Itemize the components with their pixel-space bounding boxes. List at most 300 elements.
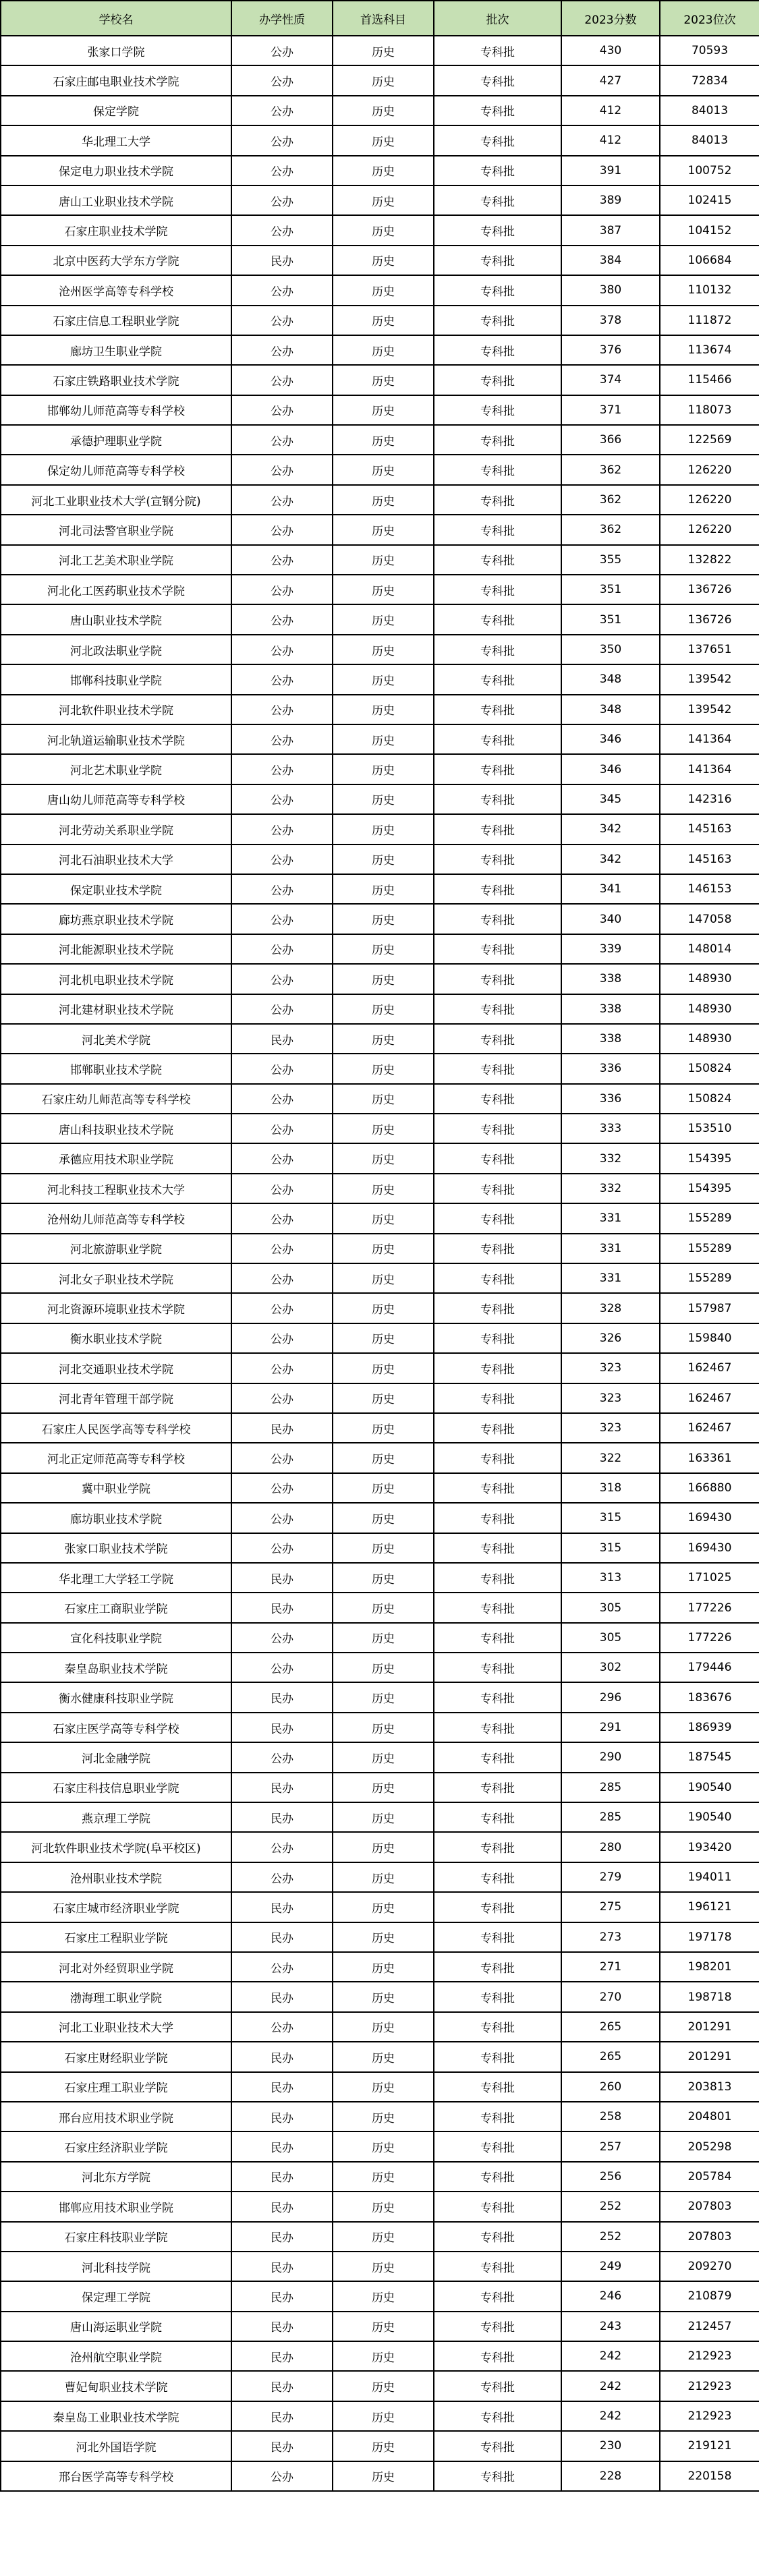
score-cell: 342 xyxy=(561,845,660,874)
school-type-cell: 公办 xyxy=(231,545,333,575)
table-row xyxy=(1,1234,759,1263)
rank-cell: 139542 xyxy=(660,664,759,694)
table-row xyxy=(1,2461,759,2491)
school-type-cell: 公办 xyxy=(231,395,333,425)
subject-cell: 历史 xyxy=(333,1293,434,1323)
table-row xyxy=(1,2281,759,2311)
rank-cell: 150824 xyxy=(660,1084,759,1114)
school-type-cell: 民办 xyxy=(231,1773,333,1802)
subject-cell: 历史 xyxy=(333,1862,434,1892)
table-row xyxy=(1,515,759,544)
table-row xyxy=(1,275,759,305)
score-cell: 331 xyxy=(561,1203,660,1233)
table-row xyxy=(1,2102,759,2131)
table-row xyxy=(1,2371,759,2401)
subject-cell: 历史 xyxy=(333,96,434,125)
batch-cell: 专科批 xyxy=(434,2042,561,2071)
subject-cell: 历史 xyxy=(333,2042,434,2071)
score-cell: 351 xyxy=(561,604,660,634)
school-type-cell: 公办 xyxy=(231,185,333,215)
school-name-cell: 秦皇岛工业职业技术学院 xyxy=(1,2401,231,2431)
school-name-cell: 河北软件职业技术学院 xyxy=(1,695,231,724)
table-row xyxy=(1,455,759,484)
subject-cell: 历史 xyxy=(333,874,434,904)
rank-cell: 126220 xyxy=(660,515,759,544)
score-cell: 279 xyxy=(561,1862,660,1892)
school-name-cell: 石家庄人民医学高等专科学校 xyxy=(1,1413,231,1443)
batch-cell: 专科批 xyxy=(434,1443,561,1472)
school-type-cell: 民办 xyxy=(231,2131,333,2161)
batch-cell: 专科批 xyxy=(434,1623,561,1653)
batch-cell: 专科批 xyxy=(434,784,561,814)
score-cell: 265 xyxy=(561,2042,660,2071)
score-cell: 351 xyxy=(561,575,660,604)
batch-cell: 专科批 xyxy=(434,65,561,95)
subject-cell: 历史 xyxy=(333,515,434,544)
subject-cell: 历史 xyxy=(333,1952,434,1982)
table-row xyxy=(1,65,759,95)
subject-cell: 历史 xyxy=(333,1593,434,1622)
score-cell: 338 xyxy=(561,994,660,1024)
score-cell: 315 xyxy=(561,1503,660,1533)
score-cell: 340 xyxy=(561,904,660,934)
school-name-cell: 河北资源环境职业技术学院 xyxy=(1,1293,231,1323)
rank-cell: 72834 xyxy=(660,65,759,95)
rank-cell: 137651 xyxy=(660,635,759,664)
batch-cell: 专科批 xyxy=(434,2341,561,2371)
subject-cell: 历史 xyxy=(333,365,434,395)
school-type-cell: 民办 xyxy=(231,1593,333,1622)
school-type-cell: 公办 xyxy=(231,724,333,754)
subject-cell: 历史 xyxy=(333,575,434,604)
school-type-cell: 公办 xyxy=(231,784,333,814)
rank-cell: 205784 xyxy=(660,2162,759,2192)
score-cell: 258 xyxy=(561,2102,660,2131)
school-type-cell: 公办 xyxy=(231,2461,333,2491)
rank-cell: 100752 xyxy=(660,156,759,185)
score-cell: 242 xyxy=(561,2341,660,2371)
school-name-cell: 河北工业职业技术大学 xyxy=(1,2012,231,2042)
school-type-cell: 公办 xyxy=(231,156,333,185)
rank-cell: 136726 xyxy=(660,575,759,604)
batch-cell: 专科批 xyxy=(434,2102,561,2131)
school-name-cell: 华北理工大学轻工学院 xyxy=(1,1563,231,1593)
score-cell: 339 xyxy=(561,934,660,964)
score-cell: 296 xyxy=(561,1682,660,1712)
batch-cell: 专科批 xyxy=(434,1533,561,1563)
batch-cell: 专科批 xyxy=(434,695,561,724)
subject-cell: 历史 xyxy=(333,335,434,365)
table-row xyxy=(1,934,759,964)
table-row xyxy=(1,2072,759,2102)
table-row xyxy=(1,215,759,245)
table-row xyxy=(1,1263,759,1293)
score-cell: 323 xyxy=(561,1383,660,1413)
subject-cell: 历史 xyxy=(333,545,434,575)
batch-cell: 专科批 xyxy=(434,96,561,125)
subject-cell: 历史 xyxy=(333,65,434,95)
table-row xyxy=(1,1713,759,1742)
batch-cell: 专科批 xyxy=(434,1143,561,1173)
school-name-cell: 保定理工学院 xyxy=(1,2281,231,2311)
school-type-cell: 公办 xyxy=(231,1503,333,1533)
batch-cell: 专科批 xyxy=(434,1263,561,1293)
batch-cell: 专科批 xyxy=(434,1862,561,1892)
score-cell: 376 xyxy=(561,335,660,365)
table-row xyxy=(1,784,759,814)
batch-cell: 专科批 xyxy=(434,1682,561,1712)
school-name-cell: 唐山幼儿师范高等专科学校 xyxy=(1,784,231,814)
school-type-cell: 民办 xyxy=(231,1682,333,1712)
school-name-cell: 沧州幼儿师范高等专科学校 xyxy=(1,1203,231,1233)
rank-cell: 194011 xyxy=(660,1862,759,1892)
school-type-cell: 公办 xyxy=(231,664,333,694)
table-row xyxy=(1,1353,759,1383)
subject-cell: 历史 xyxy=(333,2431,434,2461)
subject-cell: 历史 xyxy=(333,1742,434,1772)
rank-cell: 154395 xyxy=(660,1174,759,1203)
subject-cell: 历史 xyxy=(333,2102,434,2131)
score-cell: 362 xyxy=(561,515,660,544)
subject-cell: 历史 xyxy=(333,2461,434,2491)
score-cell: 326 xyxy=(561,1323,660,1353)
school-name-cell: 河北工艺美术职业学院 xyxy=(1,545,231,575)
school-type-cell: 公办 xyxy=(231,1323,333,1353)
subject-cell: 历史 xyxy=(333,306,434,335)
school-name-cell: 河北交通职业技术学院 xyxy=(1,1353,231,1383)
school-type-cell: 公办 xyxy=(231,125,333,155)
school-type-cell: 公办 xyxy=(231,1114,333,1143)
score-cell: 280 xyxy=(561,1832,660,1862)
rank-cell: 146153 xyxy=(660,874,759,904)
school-name-cell: 张家口学院 xyxy=(1,36,231,65)
table-row xyxy=(1,125,759,155)
school-type-cell: 民办 xyxy=(231,2042,333,2071)
subject-cell: 历史 xyxy=(333,125,434,155)
subject-cell: 历史 xyxy=(333,2072,434,2102)
school-name-cell: 河北艺术职业学院 xyxy=(1,754,231,784)
table-row xyxy=(1,1922,759,1952)
school-name-cell: 邯郸职业技术学院 xyxy=(1,1054,231,1083)
subject-cell: 历史 xyxy=(333,425,434,455)
batch-cell: 专科批 xyxy=(434,1713,561,1742)
subject-cell: 历史 xyxy=(333,485,434,515)
subject-cell: 历史 xyxy=(333,814,434,844)
table-row xyxy=(1,1533,759,1563)
school-name-cell: 唐山海运职业学院 xyxy=(1,2312,231,2341)
rank-cell: 106684 xyxy=(660,246,759,275)
school-type-cell: 民办 xyxy=(231,2431,333,2461)
score-cell: 341 xyxy=(561,874,660,904)
score-cell: 322 xyxy=(561,1443,660,1472)
subject-cell: 历史 xyxy=(333,845,434,874)
batch-cell: 专科批 xyxy=(434,1084,561,1114)
rank-cell: 162467 xyxy=(660,1413,759,1443)
subject-cell: 历史 xyxy=(333,1892,434,1922)
score-cell: 290 xyxy=(561,1742,660,1772)
score-cell: 243 xyxy=(561,2312,660,2341)
score-cell: 285 xyxy=(561,1773,660,1802)
batch-cell: 专科批 xyxy=(434,2281,561,2311)
table-row xyxy=(1,156,759,185)
batch-cell: 专科批 xyxy=(434,1593,561,1622)
school-name-cell: 保定学院 xyxy=(1,96,231,125)
rank-cell: 169430 xyxy=(660,1533,759,1563)
rank-cell: 132822 xyxy=(660,545,759,575)
subject-cell: 历史 xyxy=(333,1773,434,1802)
score-cell: 380 xyxy=(561,275,660,305)
rank-cell: 148930 xyxy=(660,1024,759,1054)
subject-cell: 历史 xyxy=(333,934,434,964)
school-name-cell: 河北石油职业技术大学 xyxy=(1,845,231,874)
batch-cell: 专科批 xyxy=(434,964,561,994)
school-name-cell: 河北机电职业技术学院 xyxy=(1,964,231,994)
table-row xyxy=(1,1802,759,1832)
batch-cell: 专科批 xyxy=(434,425,561,455)
rank-cell: 104152 xyxy=(660,215,759,245)
school-type-cell: 民办 xyxy=(231,2192,333,2221)
score-cell: 362 xyxy=(561,455,660,484)
score-cell: 336 xyxy=(561,1084,660,1114)
rank-cell: 162467 xyxy=(660,1383,759,1413)
table-row xyxy=(1,904,759,934)
rank-cell: 102415 xyxy=(660,185,759,215)
rank-cell: 142316 xyxy=(660,784,759,814)
school-name-cell: 唐山职业技术学院 xyxy=(1,604,231,634)
subject-cell: 历史 xyxy=(333,1473,434,1503)
batch-cell: 专科批 xyxy=(434,1353,561,1383)
school-type-cell: 公办 xyxy=(231,695,333,724)
batch-cell: 专科批 xyxy=(434,845,561,874)
subject-cell: 历史 xyxy=(333,2012,434,2042)
school-name-cell: 石家庄理工职业学院 xyxy=(1,2072,231,2102)
school-type-cell: 公办 xyxy=(231,1862,333,1892)
subject-cell: 历史 xyxy=(333,964,434,994)
subject-cell: 历史 xyxy=(333,1024,434,1054)
rank-cell: 212923 xyxy=(660,2341,759,2371)
subject-cell: 历史 xyxy=(333,1503,434,1533)
score-cell: 378 xyxy=(561,306,660,335)
table-row xyxy=(1,604,759,634)
school-name-cell: 石家庄职业技术学院 xyxy=(1,215,231,245)
school-name-cell: 邢台医学高等专科学校 xyxy=(1,2461,231,2491)
school-name-cell: 秦皇岛职业技术学院 xyxy=(1,1653,231,1682)
school-type-cell: 公办 xyxy=(231,36,333,65)
table-row xyxy=(1,2341,759,2371)
rank-cell: 84013 xyxy=(660,96,759,125)
score-cell: 338 xyxy=(561,1024,660,1054)
batch-cell: 专科批 xyxy=(434,1922,561,1952)
table-row xyxy=(1,2042,759,2071)
school-name-cell: 河北科技工程职业技术大学 xyxy=(1,1174,231,1203)
rank-cell: 177226 xyxy=(660,1593,759,1622)
batch-cell: 专科批 xyxy=(434,1952,561,1982)
batch-cell: 专科批 xyxy=(434,2072,561,2102)
batch-cell: 专科批 xyxy=(434,1174,561,1203)
table-row xyxy=(1,306,759,335)
school-type-cell: 公办 xyxy=(231,575,333,604)
rank-cell: 145163 xyxy=(660,814,759,844)
school-type-cell: 公办 xyxy=(231,215,333,245)
school-name-cell: 廊坊燕京职业技术学院 xyxy=(1,904,231,934)
batch-cell: 专科批 xyxy=(434,1892,561,1922)
school-name-cell: 衡水健康科技职业学院 xyxy=(1,1682,231,1712)
subject-cell: 历史 xyxy=(333,2281,434,2311)
batch-cell: 专科批 xyxy=(434,2192,561,2221)
subject-cell: 历史 xyxy=(333,784,434,814)
score-cell: 228 xyxy=(561,2461,660,2491)
rank-cell: 201291 xyxy=(660,2012,759,2042)
score-cell: 323 xyxy=(561,1413,660,1443)
subject-cell: 历史 xyxy=(333,1353,434,1383)
school-type-cell: 民办 xyxy=(231,1922,333,1952)
school-type-cell: 民办 xyxy=(231,2312,333,2341)
school-name-cell: 石家庄幼儿师范高等专科学校 xyxy=(1,1084,231,1114)
batch-cell: 专科批 xyxy=(434,395,561,425)
score-cell: 318 xyxy=(561,1473,660,1503)
batch-cell: 专科批 xyxy=(434,2461,561,2491)
school-name-cell: 沧州职业技术学院 xyxy=(1,1862,231,1892)
score-cell: 333 xyxy=(561,1114,660,1143)
score-cell: 257 xyxy=(561,2131,660,2161)
table-row xyxy=(1,1862,759,1892)
rank-cell: 118073 xyxy=(660,395,759,425)
score-cell: 371 xyxy=(561,395,660,425)
school-type-cell: 公办 xyxy=(231,1653,333,1682)
batch-cell: 专科批 xyxy=(434,1383,561,1413)
school-type-cell: 公办 xyxy=(231,335,333,365)
score-cell: 302 xyxy=(561,1653,660,1682)
batch-cell: 专科批 xyxy=(434,724,561,754)
subject-cell: 历史 xyxy=(333,215,434,245)
rank-cell: 70593 xyxy=(660,36,759,65)
school-name-cell: 承德应用技术职业学院 xyxy=(1,1143,231,1173)
score-cell: 332 xyxy=(561,1143,660,1173)
school-name-cell: 邯郸幼儿师范高等专科学校 xyxy=(1,395,231,425)
subject-cell: 历史 xyxy=(333,1174,434,1203)
school-name-cell: 宣化科技职业学院 xyxy=(1,1623,231,1653)
subject-cell: 历史 xyxy=(333,2371,434,2401)
batch-cell: 专科批 xyxy=(434,246,561,275)
score-cell: 260 xyxy=(561,2072,660,2102)
school-type-cell: 公办 xyxy=(231,1952,333,1982)
table-row xyxy=(1,246,759,275)
batch-cell: 专科批 xyxy=(434,1832,561,1862)
score-cell: 374 xyxy=(561,365,660,395)
subject-cell: 历史 xyxy=(333,1234,434,1263)
batch-cell: 专科批 xyxy=(434,2012,561,2042)
subject-cell: 历史 xyxy=(333,1982,434,2011)
batch-cell: 专科批 xyxy=(434,275,561,305)
table-row xyxy=(1,1084,759,1114)
score-cell: 328 xyxy=(561,1293,660,1323)
school-name-cell: 河北女子职业技术学院 xyxy=(1,1263,231,1293)
school-type-cell: 公办 xyxy=(231,814,333,844)
batch-cell: 专科批 xyxy=(434,1503,561,1533)
rank-cell: 205298 xyxy=(660,2131,759,2161)
subject-cell: 历史 xyxy=(333,2312,434,2341)
table-row xyxy=(1,754,759,784)
subject-cell: 历史 xyxy=(333,1203,434,1233)
rank-cell: 155289 xyxy=(660,1234,759,1263)
school-type-cell: 民办 xyxy=(231,1563,333,1593)
school-name-cell: 石家庄科技职业学院 xyxy=(1,2222,231,2252)
score-cell: 249 xyxy=(561,2252,660,2281)
school-name-cell: 保定电力职业技术学院 xyxy=(1,156,231,185)
school-name-cell: 河北建材职业技术学院 xyxy=(1,994,231,1024)
table-row xyxy=(1,964,759,994)
school-name-cell: 石家庄经济职业学院 xyxy=(1,2131,231,2161)
subject-cell: 历史 xyxy=(333,1802,434,1832)
batch-cell: 专科批 xyxy=(434,306,561,335)
school-type-cell: 民办 xyxy=(231,1413,333,1443)
rank-cell: 186939 xyxy=(660,1713,759,1742)
score-cell: 252 xyxy=(561,2192,660,2221)
school-type-cell: 公办 xyxy=(231,1054,333,1083)
table-row xyxy=(1,2431,759,2461)
school-name-cell: 衡水职业技术学院 xyxy=(1,1323,231,1353)
subject-cell: 历史 xyxy=(333,36,434,65)
score-cell: 315 xyxy=(561,1533,660,1563)
subject-cell: 历史 xyxy=(333,1563,434,1593)
score-cell: 252 xyxy=(561,2222,660,2252)
score-cell: 265 xyxy=(561,2012,660,2042)
subject-cell: 历史 xyxy=(333,1713,434,1742)
table-row xyxy=(1,724,759,754)
rank-cell: 163361 xyxy=(660,1443,759,1472)
subject-cell: 历史 xyxy=(333,2192,434,2221)
subject-cell: 历史 xyxy=(333,2222,434,2252)
score-cell: 275 xyxy=(561,1892,660,1922)
school-type-cell: 公办 xyxy=(231,754,333,784)
rank-cell: 210879 xyxy=(660,2281,759,2311)
rank-cell: 147058 xyxy=(660,904,759,934)
school-name-cell: 沧州医学高等专科学校 xyxy=(1,275,231,305)
score-cell: 412 xyxy=(561,125,660,155)
score-cell: 271 xyxy=(561,1952,660,1982)
school-type-cell: 公办 xyxy=(231,96,333,125)
subject-cell: 历史 xyxy=(333,635,434,664)
school-type-cell: 公办 xyxy=(231,2012,333,2042)
subject-cell: 历史 xyxy=(333,2341,434,2371)
school-name-cell: 河北化工医药职业技术学院 xyxy=(1,575,231,604)
table-row xyxy=(1,1413,759,1443)
school-type-cell: 公办 xyxy=(231,1742,333,1772)
table-row xyxy=(1,185,759,215)
score-cell: 391 xyxy=(561,156,660,185)
school-type-cell: 公办 xyxy=(231,65,333,95)
table-row xyxy=(1,695,759,724)
batch-cell: 专科批 xyxy=(434,664,561,694)
school-type-cell: 民办 xyxy=(231,2341,333,2371)
school-name-cell: 河北外国语学院 xyxy=(1,2431,231,2461)
rank-cell: 203813 xyxy=(660,2072,759,2102)
rank-cell: 177226 xyxy=(660,1623,759,1653)
school-name-cell: 唐山工业职业技术学院 xyxy=(1,185,231,215)
rank-cell: 145163 xyxy=(660,845,759,874)
rank-cell: 209270 xyxy=(660,2252,759,2281)
table-row xyxy=(1,664,759,694)
score-cell: 366 xyxy=(561,425,660,455)
table-row xyxy=(1,1503,759,1533)
batch-cell: 专科批 xyxy=(434,1323,561,1353)
school-type-cell: 公办 xyxy=(231,515,333,544)
school-name-cell: 河北金融学院 xyxy=(1,1742,231,1772)
score-cell: 256 xyxy=(561,2162,660,2192)
batch-cell: 专科批 xyxy=(434,994,561,1024)
score-cell: 285 xyxy=(561,1802,660,1832)
school-name-cell: 邯郸科技职业学院 xyxy=(1,664,231,694)
